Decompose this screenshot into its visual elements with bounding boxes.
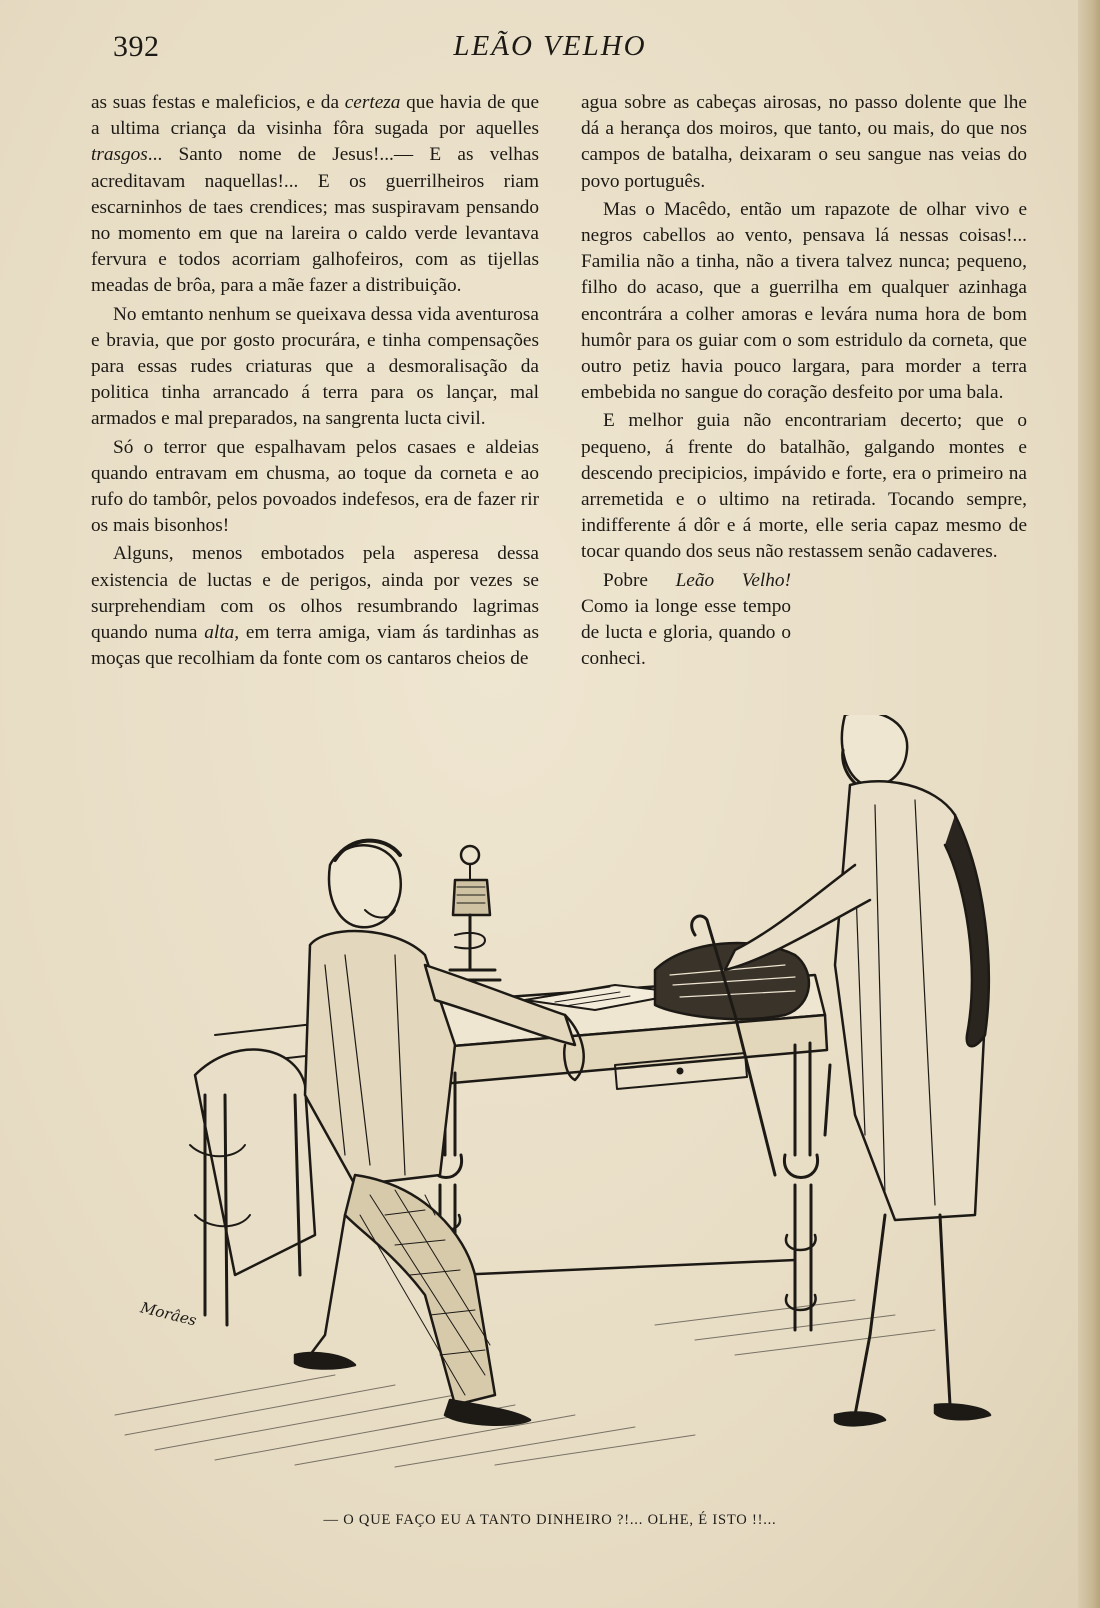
left-column: [91, 90, 539, 672]
illustration-caption: — O QUE FAÇO EU A TANTO DINHEIRO ?!... OLHE, É ISTO !!...: [323, 1512, 777, 1528]
text-run: Pobre: [603, 569, 676, 591]
text-run: que havia de que a ultima criança da visinha fôra sugada por aquelles: [91, 92, 539, 140]
running-title: LEÃO VELHO: [453, 30, 647, 62]
paragraph: [91, 90, 539, 300]
text-run: Alguns, menos embotados pela asperesa dessa existencia de luctas e de perigos, ainda por vezes se surprehendiam com os olhos resumbrando lagrimas quando numa: [91, 543, 539, 644]
paragraph: agua sobre as cabeças airosas, no passo dolente que lhe dá a herança dos moiros, que tanto, ou mais, do que nos campos de batalha, deixaram o seu sangue nas veias do povo português.: [581, 92, 1027, 192]
italic-text: Leão Velho!: [675, 569, 791, 591]
oil-lamp: [443, 846, 500, 980]
text-run: ... Santo nome de Jesus!...— E as velhas acreditavam naquellas!... E os guerrilheiros riam escarninhos de taes crendices; mas suspiravam pensando no momento em que na lareira o caldo verde levantava fervura e todos acorriam galhofeiros, com as tijellas meadas de brôa, para a mãe fazer a distribuição.: [91, 144, 539, 297]
paragraph: Só o terror que espalhavam pelos casaes e aldeias quando entravam em chusma, ao toque da corneta e ao rufo do tambôr, pelos povoados indefesos, era de fazer rir os mais bisonhos!: [91, 436, 539, 537]
paragraph: [581, 568, 791, 673]
artist-signature: Morâes: [138, 1298, 199, 1330]
text-run: as suas festas e maleficios, e da: [91, 92, 345, 113]
text-run: Como ia longe esse tempo de lucta e gloria, quando o conheci.: [581, 595, 791, 670]
page-number: 392: [113, 30, 160, 63]
seated-old-man: [190, 841, 584, 1425]
paragraph: [91, 541, 539, 672]
paragraph: Mas o Macêdo, então um rapazote de olhar vivo e negros cabellos ao vento, pensava lá nessas coisas!... Familia não a tinha, não a tivera talvez nunca; pequeno, filho do acaso, que a guerrilha em qualquer azinhaga encontrára a colher amoras e levára numa hora de bom humôr para os guiar com o som estridulo da corneta, que outro petiz havia pouco largara, para morder a terra embebida no sangue do coração desfeito por uma bala.: [581, 198, 1027, 404]
paragraph: E melhor guia não encontrariam decerto; que o pequeno, á frente do batalhão, galgando montes e descendo precipicios, impávido e forte, era o primeiro na arremetida e o ultimo na retirada. Tocando sempre, indifferente á dôr e á morte, elle seria capaz mesmo de tocar quando dos seus não restassem senão cadaveres.: [581, 410, 1027, 563]
italic-text: alta,: [204, 622, 240, 644]
text-run: em terra amiga, viam ás tardinhas as moças que recolhiam da fonte com os cantaros cheios de: [91, 622, 539, 670]
paragraph: No emtanto nenhum se queixava dessa vida aventurosa e bravia, que por gosto procurára, e tinha compensações para essas rudes criaturas que a desmoralisação da politica tinha arrancado á terra para os lançar, mal armados e mal preparados, na sangrenta lucta civil.: [91, 303, 539, 430]
italic-text: certeza: [344, 92, 401, 113]
page-edge: [1078, 0, 1100, 1608]
engraving-illustration: [95, 715, 1055, 1490]
right-column: [581, 90, 1027, 672]
standing-old-man: [692, 715, 990, 1425]
engraving-drawing: [95, 715, 1055, 1490]
italic-text: trasgos: [91, 144, 148, 166]
